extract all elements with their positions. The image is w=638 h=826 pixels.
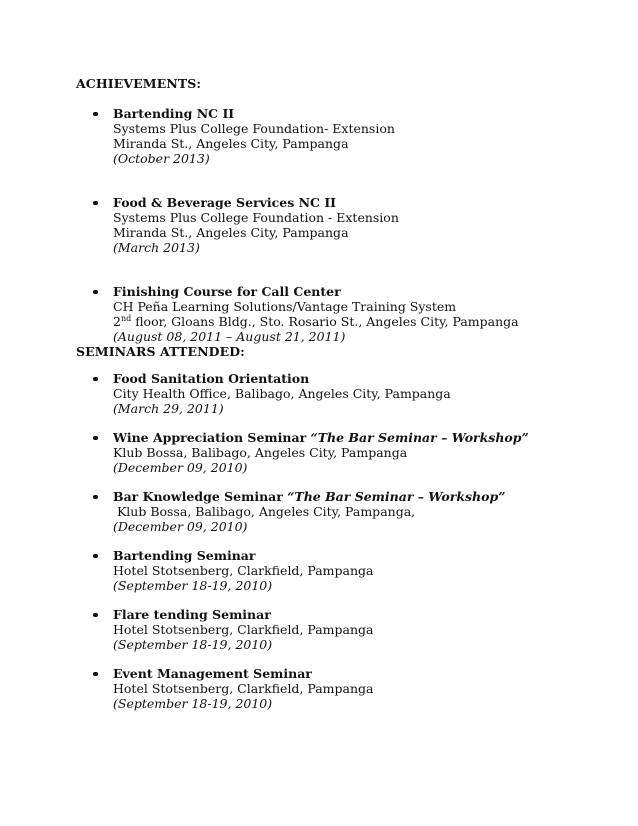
seminar-item <box>76 489 596 534</box>
floor-number: 2 <box>113 314 121 329</box>
seminar-subtitle: “The Bar Seminar – Workshop” <box>287 489 506 504</box>
achievement-address: Miranda St., Angeles City, Pampanga <box>113 136 349 151</box>
seminar-item <box>76 548 596 593</box>
bullet-icon <box>93 112 98 117</box>
seminar-subtitle: “The Bar Seminar – Workshop” <box>310 430 529 445</box>
achievement-title: Bartending NC II <box>113 106 235 121</box>
seminar-title: Flare tending Seminar <box>113 607 271 622</box>
seminar-venue: City Health Office, Balibago, Angeles City, Pampanga <box>113 386 451 401</box>
seminar-title: Food Sanitation Orientation <box>113 371 310 386</box>
seminar-venue: Klub Bossa, Balibago, Angeles City, Pampanga, <box>113 504 416 519</box>
seminar-title: Wine Appreciation Seminar <box>113 430 311 445</box>
seminar-date: (December 09, 2010) <box>113 460 248 475</box>
bullet-icon <box>93 290 98 295</box>
floor-ordinal: nd <box>120 313 132 323</box>
achievement-institution: CH Peña Learning Solutions/Vantage Training System <box>113 299 457 314</box>
achievement-address <box>113 314 596 329</box>
seminar-item <box>76 666 596 711</box>
bullet-icon <box>93 495 98 500</box>
bullet-icon <box>93 672 98 677</box>
seminar-date: (September 18-19, 2010) <box>113 696 273 711</box>
seminar-item <box>76 607 596 652</box>
bullet-icon <box>93 436 98 441</box>
address-rest: floor, Gloans Bldg., Sto. Rosario St., Angeles City, Pampanga <box>131 314 519 329</box>
achievement-date: (August 08, 2011 – August 21, 2011) <box>113 329 346 344</box>
bullet-icon <box>93 554 98 559</box>
seminar-item <box>76 430 596 475</box>
seminar-venue: Klub Bossa, Balibago, Angeles City, Pampanga <box>113 445 408 460</box>
achievement-title: Food & Beverage Services NC II <box>113 195 337 210</box>
achievement-date: (March 2013) <box>113 240 200 255</box>
achievement-title: Finishing Course for Call Center <box>113 284 341 299</box>
seminar-title: Bar Knowledge Seminar <box>113 489 288 504</box>
seminar-title: Bartending Seminar <box>113 548 256 563</box>
achievement-item <box>76 106 596 166</box>
seminar-venue: Hotel Stotsenberg, Clarkfield, Pampanga <box>113 622 374 637</box>
achievement-institution: Systems Plus College Foundation- Extension <box>113 121 395 136</box>
bullet-icon <box>93 201 98 206</box>
achievements-list <box>76 106 596 344</box>
seminars-heading: SEMINARS ATTENDED: <box>76 344 245 359</box>
seminars-list <box>76 371 596 711</box>
seminar-title: Event Management Seminar <box>113 666 312 681</box>
achievement-institution: Systems Plus College Foundation - Extension <box>113 210 399 225</box>
seminar-venue: Hotel Stotsenberg, Clarkfield, Pampanga <box>113 563 374 578</box>
achievement-item <box>76 284 596 344</box>
achievements-heading: ACHIEVEMENTS: <box>76 76 202 91</box>
seminar-date: (September 18-19, 2010) <box>113 578 273 593</box>
seminar-item <box>76 371 596 416</box>
seminar-venue: Hotel Stotsenberg, Clarkfield, Pampanga <box>113 681 374 696</box>
achievement-address: Miranda St., Angeles City, Pampanga <box>113 225 349 240</box>
achievement-date: (October 2013) <box>113 151 210 166</box>
seminar-date: (September 18-19, 2010) <box>113 637 273 652</box>
seminar-date: (December 09, 2010) <box>113 519 248 534</box>
seminar-date: (March 29, 2011) <box>113 401 224 416</box>
bullet-icon <box>93 377 98 382</box>
bullet-icon <box>93 613 98 618</box>
achievement-item <box>76 195 596 255</box>
